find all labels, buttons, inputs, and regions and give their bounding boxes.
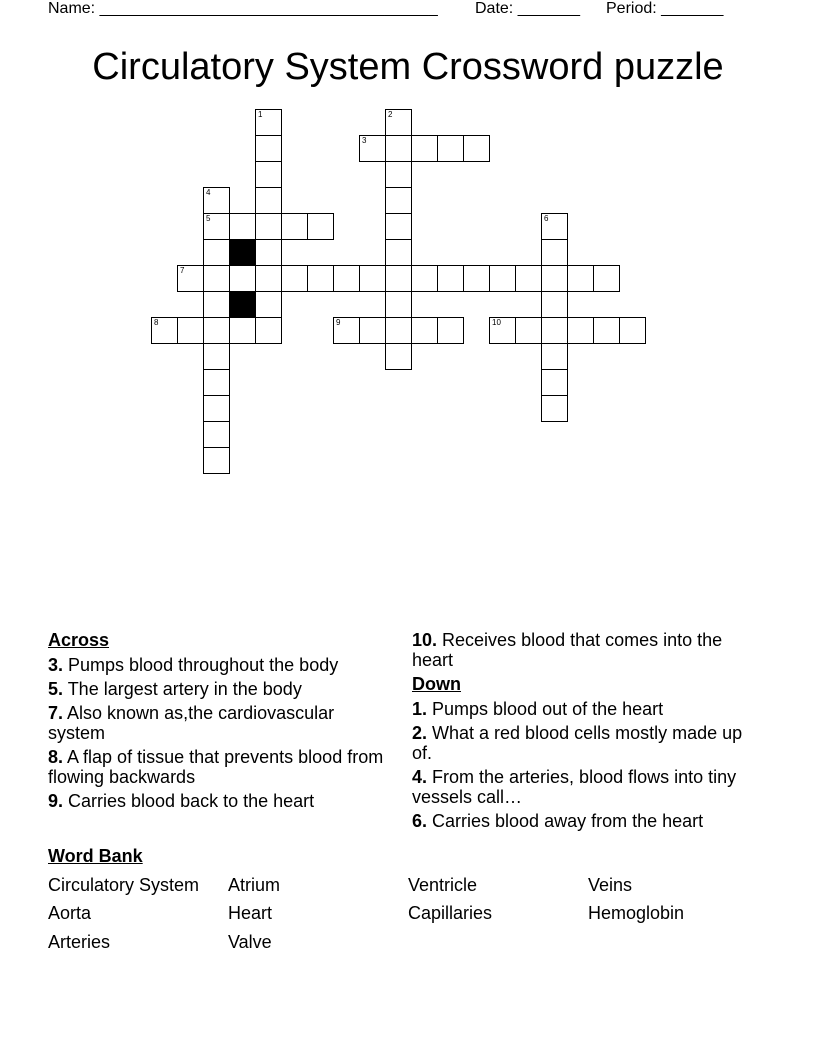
crossword-cell[interactable] xyxy=(385,317,412,344)
crossword-cell[interactable] xyxy=(541,317,568,344)
crossword-cell[interactable] xyxy=(203,317,230,344)
crossword-cell[interactable] xyxy=(151,317,178,344)
crossword-cell[interactable] xyxy=(541,395,568,422)
crossword-cell[interactable] xyxy=(333,317,360,344)
crossword-cell[interactable] xyxy=(255,161,282,188)
cell-number: 10 xyxy=(492,318,501,327)
clue-text: Also known as,the cardiovascular system xyxy=(48,703,335,743)
crossword-cell[interactable] xyxy=(203,239,230,266)
clue-across-9 xyxy=(48,791,388,811)
word-bank-word: Ventricle xyxy=(408,875,478,895)
crossword-cell[interactable] xyxy=(203,265,230,292)
crossword-cell[interactable] xyxy=(437,317,464,344)
word-bank-title: Word Bank xyxy=(48,846,143,866)
crossword-cell[interactable] xyxy=(385,161,412,188)
crossword-cell[interactable] xyxy=(255,317,282,344)
crossword-cell[interactable] xyxy=(489,265,516,292)
clue-text: Receives blood that comes into the heart xyxy=(412,630,723,670)
crossword-cell[interactable] xyxy=(489,317,516,344)
word-bank-word: Capillaries xyxy=(408,903,493,923)
crossword-cell[interactable] xyxy=(541,265,568,292)
crossword-cell[interactable] xyxy=(593,265,620,292)
clue-text: A flap of tissue that prevents blood from flowing backwards xyxy=(48,747,384,787)
crossword-cell[interactable] xyxy=(281,265,308,292)
crossword-cell[interactable] xyxy=(255,239,282,266)
cell-number: 6 xyxy=(544,214,549,223)
crossword-cell[interactable] xyxy=(177,265,204,292)
clue-number: 10. xyxy=(412,630,438,650)
crossword-cell[interactable] xyxy=(203,421,230,448)
crossword-cell[interactable] xyxy=(203,187,230,214)
black-square xyxy=(229,239,256,266)
clue-number: 2. xyxy=(412,723,428,743)
word-bank-word: Heart xyxy=(228,903,273,923)
clue-down-6 xyxy=(412,811,757,831)
clue-number: 5. xyxy=(48,679,64,699)
crossword-cell[interactable] xyxy=(515,317,542,344)
crossword-cell[interactable] xyxy=(203,291,230,318)
crossword-cell[interactable] xyxy=(307,265,334,292)
cell-number: 5 xyxy=(206,214,211,223)
crossword-cell[interactable] xyxy=(359,317,386,344)
crossword-cell[interactable] xyxy=(203,343,230,370)
word-bank-word: Valve xyxy=(228,932,272,952)
crossword-cell[interactable] xyxy=(307,213,334,240)
crossword-cell[interactable] xyxy=(411,265,438,292)
clue-across-3 xyxy=(48,655,388,675)
clue-number: 9. xyxy=(48,791,64,811)
word-bank-word: Hemoglobin xyxy=(588,903,685,923)
page-title: Circulatory System Crossword puzzle xyxy=(92,46,724,88)
word-bank-word: Arteries xyxy=(48,932,111,952)
crossword-cell[interactable] xyxy=(359,135,386,162)
clue-down-4 xyxy=(412,767,757,807)
clue-number: 8. xyxy=(48,747,64,767)
crossword-cell[interactable] xyxy=(541,343,568,370)
clue-text: From the arteries, blood flows into tiny vessels call… xyxy=(412,767,737,807)
crossword-cell[interactable] xyxy=(255,265,282,292)
crossword-cell[interactable] xyxy=(203,447,230,474)
word-bank-word: Veins xyxy=(588,875,633,895)
crossword-cell[interactable] xyxy=(255,291,282,318)
crossword-cell[interactable] xyxy=(411,135,438,162)
cell-number: 3 xyxy=(362,136,367,145)
crossword-cell[interactable] xyxy=(281,213,308,240)
crossword-cell[interactable] xyxy=(359,265,386,292)
crossword-cell[interactable] xyxy=(567,317,594,344)
crossword-cell[interactable] xyxy=(229,265,256,292)
crossword-cell[interactable] xyxy=(333,265,360,292)
crossword-cell[interactable] xyxy=(229,213,256,240)
clue-number: 3. xyxy=(48,655,64,675)
crossword-cell[interactable] xyxy=(619,317,646,344)
crossword-cell[interactable] xyxy=(203,369,230,396)
crossword-cell[interactable] xyxy=(255,213,282,240)
cell-number: 8 xyxy=(154,318,159,327)
word-bank-word: Circulatory System xyxy=(48,875,200,895)
word-bank-word: Atrium xyxy=(228,875,281,895)
cell-number: 9 xyxy=(336,318,341,327)
clue-number: 4. xyxy=(412,767,428,787)
crossword-cell[interactable] xyxy=(385,213,412,240)
black-square xyxy=(229,291,256,318)
crossword-cell[interactable] xyxy=(437,265,464,292)
down-clues-column xyxy=(412,630,757,835)
crossword-cell[interactable] xyxy=(541,369,568,396)
crossword-cell[interactable] xyxy=(567,265,594,292)
clue-text: The largest artery in the body xyxy=(63,679,302,699)
crossword-cell[interactable] xyxy=(385,187,412,214)
clue-across-8 xyxy=(48,747,388,787)
crossword-cell[interactable] xyxy=(385,239,412,266)
crossword-cell[interactable] xyxy=(255,187,282,214)
word-bank-word: Aorta xyxy=(48,903,92,923)
clue-number: 6. xyxy=(412,811,428,831)
clue-across-10 xyxy=(412,630,757,670)
clue-text: Carries blood away from the heart xyxy=(427,811,704,831)
crossword-cell[interactable] xyxy=(541,239,568,266)
crossword-cell[interactable] xyxy=(255,135,282,162)
clue-across-5 xyxy=(48,679,388,699)
clue-text: Pumps blood out of the heart xyxy=(427,699,664,719)
crossword-cell[interactable] xyxy=(229,317,256,344)
date-field-label: Date: _______ xyxy=(475,0,580,17)
crossword-cell[interactable] xyxy=(385,135,412,162)
clue-text: Carries blood back to the heart xyxy=(63,791,315,811)
crossword-cell[interactable] xyxy=(593,317,620,344)
clue-across-7 xyxy=(48,703,388,743)
crossword-cell[interactable] xyxy=(203,213,230,240)
cell-number: 4 xyxy=(206,188,211,197)
clue-text: Pumps blood throughout the body xyxy=(63,655,339,675)
crossword-cell[interactable] xyxy=(463,135,490,162)
clue-number: 7. xyxy=(48,703,64,723)
down-heading: Down xyxy=(412,674,461,694)
clue-text: What a red blood cells mostly made up of. xyxy=(412,723,743,763)
period-field-label: Period: _______ xyxy=(606,0,724,17)
crossword-cell[interactable] xyxy=(541,213,568,240)
crossword-cell[interactable] xyxy=(541,291,568,318)
crossword-cell[interactable] xyxy=(255,109,282,136)
crossword-cell[interactable] xyxy=(203,395,230,422)
crossword-cell[interactable] xyxy=(385,291,412,318)
crossword-cell[interactable] xyxy=(463,265,490,292)
cell-number: 7 xyxy=(180,266,185,275)
crossword-cell[interactable] xyxy=(385,109,412,136)
crossword-cell[interactable] xyxy=(411,317,438,344)
crossword-cell[interactable] xyxy=(515,265,542,292)
crossword-cell[interactable] xyxy=(437,135,464,162)
clue-number: 1. xyxy=(412,699,428,719)
crossword-cell[interactable] xyxy=(385,343,412,370)
cell-number: 2 xyxy=(388,110,393,119)
cell-number: 1 xyxy=(258,110,263,119)
crossword-cell[interactable] xyxy=(385,265,412,292)
across-heading: Across xyxy=(48,630,110,650)
crossword-cell[interactable] xyxy=(177,317,204,344)
clue-down-2 xyxy=(412,723,757,763)
name-field-label: Name: ______________________________________ xyxy=(48,0,438,17)
clue-down-1 xyxy=(412,699,757,719)
across-clues-column xyxy=(48,630,388,815)
